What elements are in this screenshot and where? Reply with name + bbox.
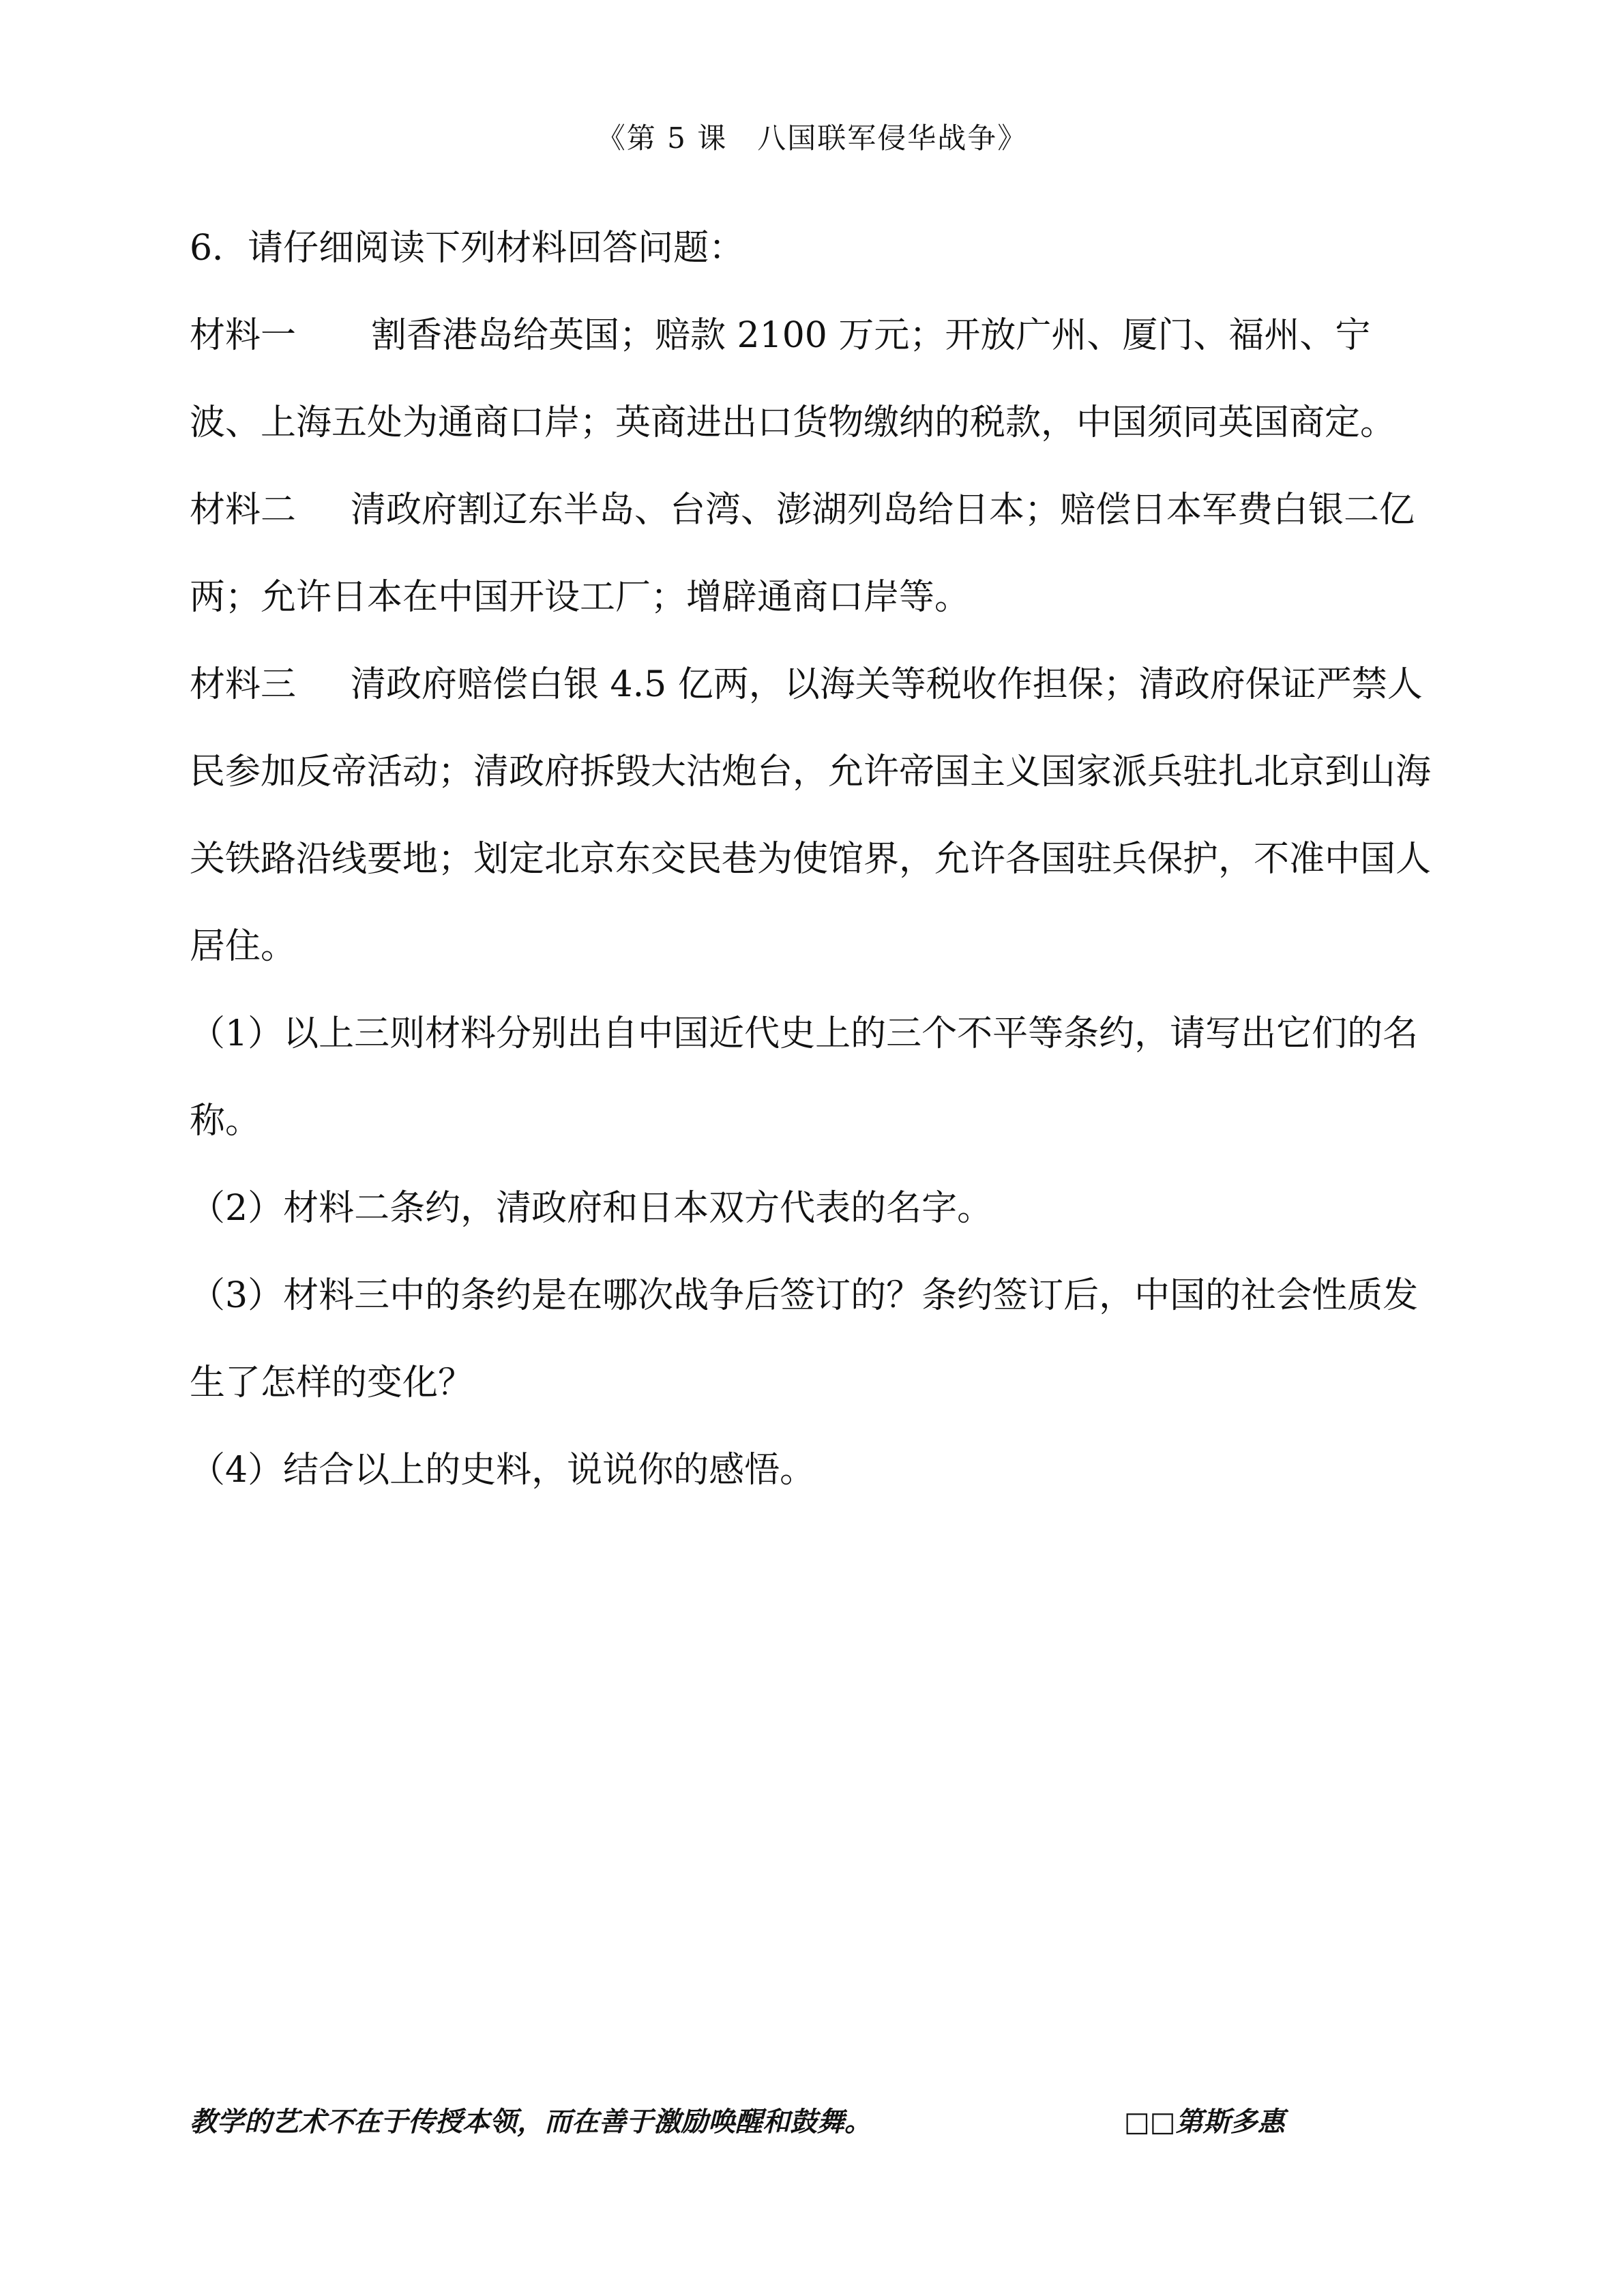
question-intro: 6．请仔细阅读下列材料回答问题： [190, 228, 745, 269]
subquestion-3: （3）材料三中的条约是在哪次战争后签订的？条约签订后，中国的社会性质发生了怎样的变化？ [190, 1275, 1419, 1403]
material-text: 清政府割辽东半岛、台湾、澎湖列岛给日本；赔偿日本军费白银二亿两；允许日本在中国开设工厂；增辟通商口岸等。 [190, 490, 1415, 618]
material-label: 材料三 [190, 664, 297, 705]
material-text: 清政府赔偿白银 4.5 亿两，以海关等税收作担保；清政府保证严禁人民参加反帝活动；清政府拆毁大沽炮台，允许帝国主义国家派兵驻扎北京到山海关铁路沿线要地；划定北京东交民巷为使馆界，允许各国驻兵保护，不准中国人居住。 [190, 664, 1432, 967]
subquestion-2: （2）材料二条约，清政府和日本双方代表的名字。 [190, 1188, 993, 1229]
material-label: 材料二 [190, 490, 297, 531]
footer-quote: 教学的艺术不在于传授本领，而在善于激励唤醒和鼓舞。 [190, 2106, 872, 2138]
subquestion-1: （1）以上三则材料分别出自中国近代史上的三个不平等条约，请写出它们的名称。 [190, 1013, 1419, 1142]
page-title: 《第 5 课 八国联军侵华战争》 [596, 121, 1028, 155]
question-body [190, 205, 1438, 1514]
material-3 [190, 641, 1438, 990]
subquestion-4: （4）结合以上的史料，说说你的感悟。 [190, 1450, 816, 1491]
material-1 [190, 292, 1438, 466]
material-2 [190, 466, 1438, 641]
footer-author: □□第斯多惠 [1124, 2106, 1285, 2138]
material-label: 材料一 [190, 315, 297, 356]
material-text: 割香港岛给英国；赔款 2100 万元；开放广州、厦门、福州、宁波、上海五处为通商口岸；英商进出口货物缴纳的税款，中国须同英国商定。 [190, 315, 1396, 443]
